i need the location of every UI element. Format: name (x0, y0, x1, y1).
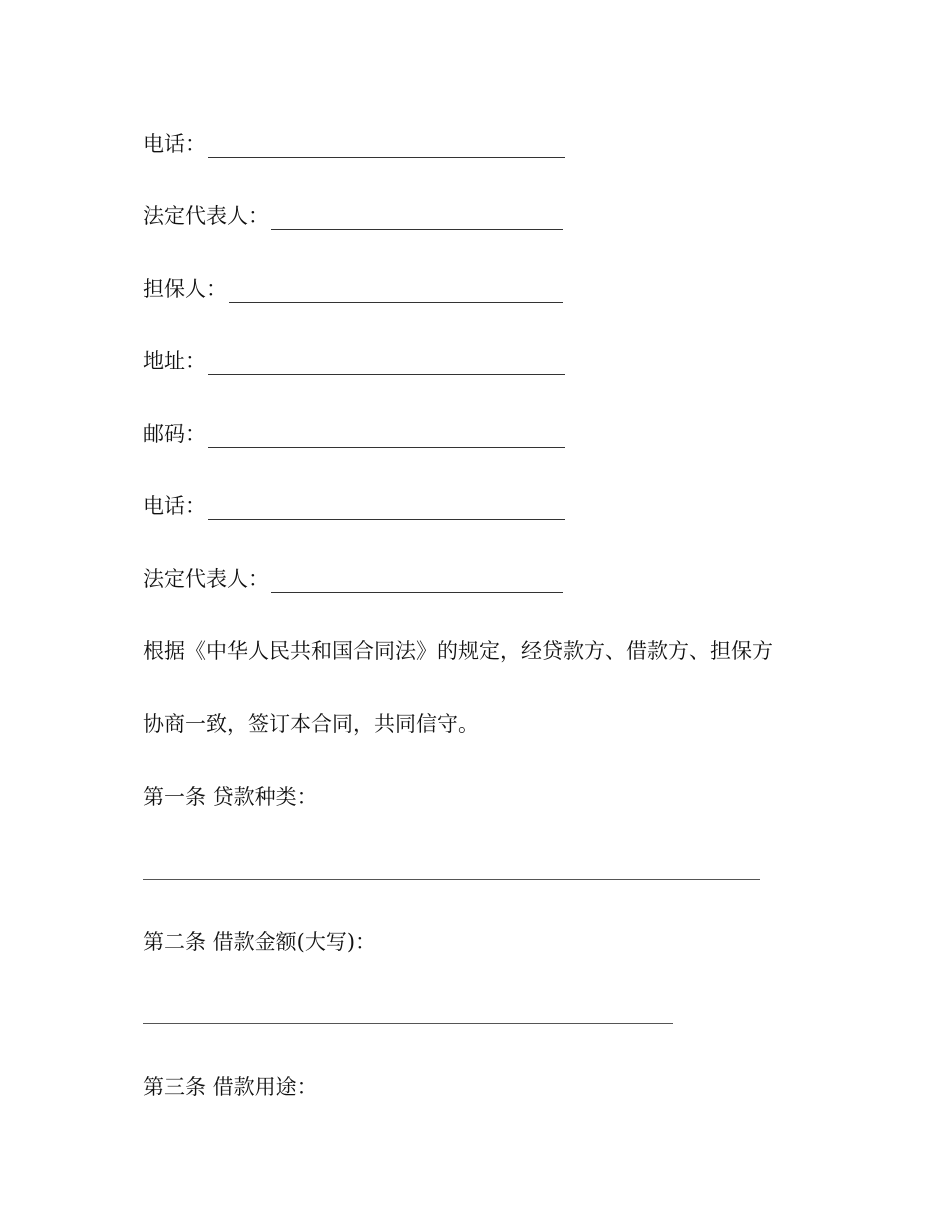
article-2-blank-line[interactable] (143, 1023, 673, 1024)
article-1-blank-line[interactable] (143, 879, 760, 880)
paragraph-line-1: 根据《中华人民共和国合同法》的规定，经贷款方、借款方、担保方 (143, 639, 773, 663)
address-field (143, 347, 565, 375)
postcode-label: 邮码： (143, 422, 206, 446)
postcode-blank[interactable] (208, 427, 565, 448)
postcode-field (143, 420, 565, 448)
phone-field-2 (143, 492, 565, 520)
article-2-heading: 第二条 借款金额(大写)： (143, 930, 377, 954)
address-label: 地址： (143, 349, 206, 373)
article-1-heading: 第一条 贷款种类： (143, 785, 318, 809)
guarantor-field (143, 275, 563, 303)
phone-label-1: 电话： (143, 132, 206, 156)
legal-rep-blank-2[interactable] (271, 572, 563, 593)
phone-field-1 (143, 130, 565, 158)
guarantor-blank[interactable] (229, 282, 563, 303)
phone-blank-1[interactable] (208, 137, 565, 158)
article-3-heading: 第三条 借款用途： (143, 1075, 318, 1099)
phone-blank-2[interactable] (208, 499, 565, 520)
paragraph-line-2: 协商一致，签订本合同，共同信守。 (143, 712, 479, 736)
address-blank[interactable] (208, 354, 565, 375)
legal-rep-field-2 (143, 565, 563, 593)
legal-rep-label-1: 法定代表人： (143, 204, 269, 228)
guarantor-label: 担保人： (143, 277, 227, 301)
legal-rep-field-1 (143, 202, 563, 230)
legal-rep-label-2: 法定代表人： (143, 567, 269, 591)
phone-label-2: 电话： (143, 494, 206, 518)
legal-rep-blank-1[interactable] (271, 209, 563, 230)
